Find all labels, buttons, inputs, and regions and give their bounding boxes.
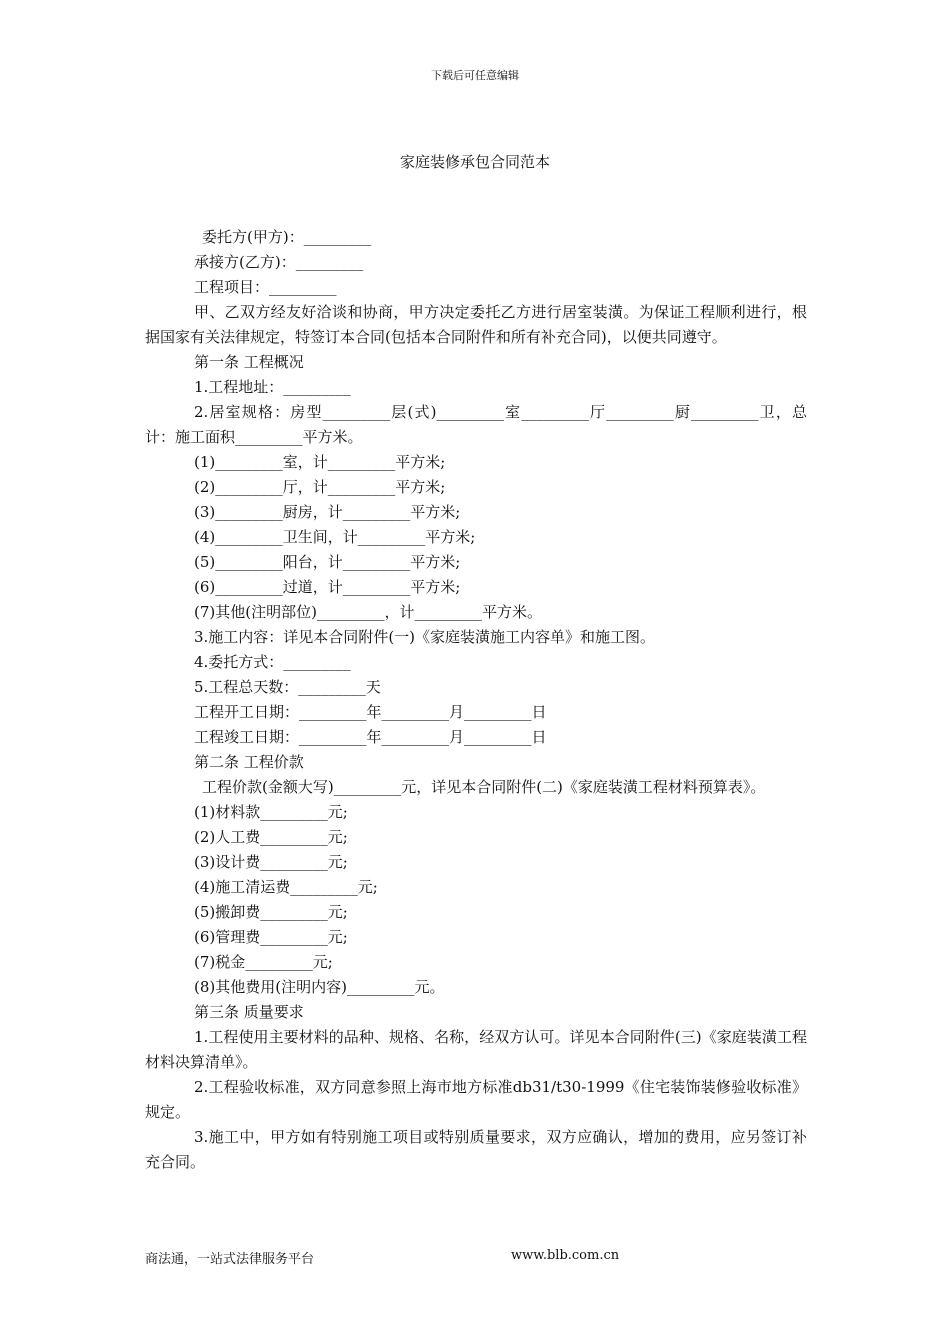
commission-method-line: 4.委托方式：_________ (194, 653, 351, 671)
list-item: (7)其他(注明部位)_________，计_________平方米。 (194, 603, 542, 621)
price-paragraph: 工程价款(金额大写)_________元，详见本合同附件(二)《家庭装潢工程材料预算表》。 (202, 778, 766, 796)
room-spec-paragraph: 2.居室规格：房型_________层(式)_________室_________厅_________厨_________卫，总计：施工面积_________平方米。 (145, 403, 807, 446)
list-item: (5)搬卸费_________元; (194, 903, 348, 921)
list-item: (2)人工费_________元; (194, 828, 348, 846)
party-b-line: 承接方(乙方)：_________ (194, 253, 364, 271)
list-item: (1)_________室，计_________平方米; (194, 453, 446, 471)
list-item: (1)材料款_________元; (194, 803, 348, 821)
party-a-line: 委托方(甲方)：_________ (202, 228, 372, 246)
list-item: (6)_________过道，计_________平方米; (194, 578, 461, 596)
list-item: (6)管理费_________元; (194, 928, 348, 946)
total-days-line: 5.工程总天数：_________天 (194, 678, 381, 696)
document-title: 家庭装修承包合同范本 (399, 153, 550, 171)
end-date-line: 工程竣工日期：_________年_________月_________日 (194, 728, 547, 746)
article-2-heading: 第二条 工程价款 (194, 753, 304, 771)
project-line: 工程项目：_________ (194, 278, 337, 296)
article-1-heading: 第一条 工程概况 (194, 353, 304, 371)
list-item: (8)其他费用(注明内容)_________元。 (194, 978, 445, 996)
quality-paragraph-1: 1.工程使用主要材料的品种、规格、名称，经双方认可。详见本合同附件(三)《家庭装潢工程材料决算清单》。 (145, 1028, 807, 1071)
list-item: (3)_________厨房，计_________平方米; (194, 503, 461, 521)
start-date-line: 工程开工日期：_________年_________月_________日 (194, 703, 547, 721)
construction-content-line: 3.施工内容：详见本合同附件(一)《家庭装潢施工内容单》和施工图。 (194, 628, 656, 646)
footer-url: www.blb.com.cn (511, 1248, 620, 1263)
project-address-line: 1.工程地址：_________ (194, 378, 351, 396)
contract-body (145, 225, 807, 1175)
page-header: 下载后可任意编辑 (431, 69, 519, 82)
footer-brand: 商法通，一站式法律服务平台 (145, 1252, 315, 1267)
list-item: (4)施工清运费_________元; (194, 878, 378, 896)
list-item: (5)_________阳台，计_________平方米; (194, 553, 461, 571)
list-item: (2)_________厅，计_________平方米; (194, 478, 446, 496)
quality-paragraph-2: 2.工程验收标准，双方同意参照上海市地方标准db31/t30-1999《住宅装饰装修验收标准》规定。 (145, 1078, 807, 1121)
article-3-heading: 第三条 质量要求 (194, 1003, 304, 1021)
list-item: (4)_________卫生间，计_________平方米; (194, 528, 476, 546)
quality-paragraph-3: 3.施工中，甲方如有特别施工项目或特别质量要求，双方应确认，增加的费用，应另签订补充合同。 (145, 1128, 807, 1171)
list-item: (3)设计费_________元; (194, 853, 348, 871)
preamble-paragraph: 甲、乙双方经友好洽谈和协商，甲方决定委托乙方进行居室装潢。为保证工程顺利进行，根据国家有关法律规定，特签订本合同(包括本合同附件和所有补充合同)，以便共同遵守。 (145, 303, 807, 346)
list-item: (7)税金_________元; (194, 953, 333, 971)
